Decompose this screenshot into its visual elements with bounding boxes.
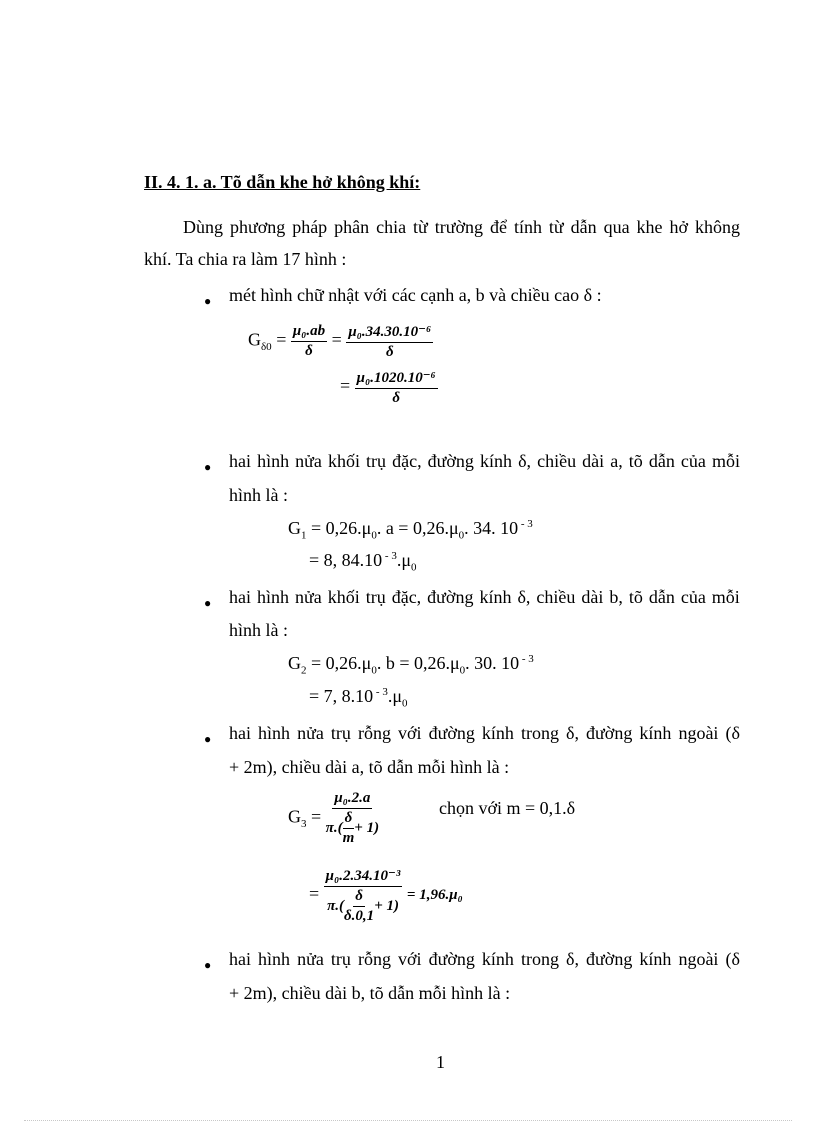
inner-num: δ [343,810,355,829]
word: rỗng [357,723,391,743]
word: pháp [292,217,328,237]
word: dài [581,587,604,607]
word: qua [603,217,630,237]
word: mỗi [711,587,740,607]
word: chia [376,217,407,237]
word: trụ [330,949,351,969]
page-number: 1 [436,1052,445,1072]
word: từ [413,217,428,237]
item3-line-1 [229,587,740,608]
g3-fraction-2-num: μ₀.2.34.10⁻³ [324,866,403,887]
word: kính [481,949,514,969]
page-bottom-divider [24,1120,792,1121]
word: hình [258,949,291,969]
inner-den: m [342,830,355,846]
item4-line-2: + 2m), chiều dài a, tõ dẫn mỗi hình là : [229,757,510,777]
word: hai [229,723,251,743]
g2-eq2-part-b: .μ [387,686,402,706]
item5-line-1 [229,949,740,970]
intro-line-2: khí. Ta chia ra làm 17 hình : [144,249,347,269]
g2-eq-part-a: = 0,26.μ [311,653,372,673]
formula-label: G [248,329,261,350]
word: đường [428,949,475,969]
word: phương [229,217,286,237]
word: kính [481,723,514,743]
g3-eq-2 [309,866,463,925]
word: hai [229,587,251,607]
fraction-2 [346,322,433,361]
word: không [694,217,740,237]
word: trụ [330,723,351,743]
word: kính [639,723,672,743]
g2-label: G [288,653,301,673]
word: dẫn [648,587,675,607]
item4-line-1 [229,723,740,744]
word: đặc, [392,451,422,471]
word: trụ [366,451,387,471]
g3-fraction-1-num: μ₀.2.a [332,790,372,809]
word: kính [479,587,512,607]
bullet-icon: ● [204,732,212,746]
bullet-icon: ● [204,460,212,474]
fraction-1-den: δ [305,343,313,359]
word: nửa [297,723,324,743]
g3-fraction-1-den [326,809,379,847]
word: δ, [566,723,579,743]
word: kính [639,949,672,969]
bullet-icon: ● [204,294,212,308]
word: trụ [365,587,386,607]
word: δ, [518,451,532,471]
g3-sub: 3 [301,818,307,831]
word: dẫn [570,217,597,237]
word: tõ [628,587,643,607]
mu-sub: 0 [371,664,377,677]
word: tõ [628,451,643,471]
word: ngoài [678,949,719,969]
g1-eq-part-b: . a = 0,26.μ [376,518,459,538]
g3-note: chọn với m = 0,1.δ [439,798,576,818]
equals: = [340,375,351,396]
word: khe [636,217,663,237]
word: hai [229,451,251,471]
word: nửa [295,451,322,471]
word: để [489,217,507,237]
den-pre: π.( [325,819,343,836]
word: đường [427,451,474,471]
g2-eq-part-b: . b = 0,26.μ [376,653,460,673]
bullet-icon: ● [204,958,212,972]
g1-eq-1 [288,518,533,542]
word: trường [434,217,484,237]
bullet-icon: ● [204,596,212,610]
word: chiều [536,587,576,607]
word: khối [327,587,360,607]
word: từ [548,217,564,237]
g3-fraction-2-den [327,887,399,925]
g2-eq-part-c: . 30. 10 [465,653,520,673]
word: đường [586,949,633,969]
word: trong [520,723,559,743]
g1-label: G [288,518,301,538]
section-heading: II. 4. 1. a. Tõ dẫn khe hở không khí: [144,172,421,192]
item1-text: mét hình chữ nhật với các cạnh a, b và chiều cao δ : [229,285,602,305]
word: đường [427,587,474,607]
den-pre: π.( [327,897,344,914]
inner-fraction [343,810,355,847]
g2-eq-2 [309,686,407,710]
g-delta0-formula-cont [340,368,438,407]
den-post: + 1) [354,819,380,836]
word: δ, [517,587,531,607]
fraction-1 [291,323,327,360]
word: hình [257,451,290,471]
word: rỗng [357,949,391,969]
g3-result-text: = 1,96.μ₀ [406,887,463,903]
word: (δ [725,723,740,743]
word: nửa [294,587,322,607]
equals: = [276,329,287,350]
word: hai [229,949,251,969]
word: với [398,949,422,969]
mu-sub: 0 [401,697,408,710]
word: khối [327,451,360,471]
g-delta0-formula [248,322,433,361]
word: đặc, [391,587,422,607]
exponent: - 3 [518,518,533,530]
g3-result [407,887,463,904]
fraction-1-num: μ₀.ab [291,323,327,342]
item3-line-2: hình là : [229,620,288,640]
item5-line-2: + 2m), chiều dài b, tõ dẫn mỗi hình là : [229,983,511,1003]
fraction-2-num: μ₀.34.30.10⁻⁶ [346,322,433,343]
g2-eq-1 [288,653,534,677]
g1-eq2-part-a: = 8, 84.10 [309,550,383,570]
mu-sub: 0 [410,561,417,574]
word: phân [334,217,370,237]
intro-line-1 [183,217,740,238]
equals: = [331,329,342,350]
word: chiều [537,451,577,471]
word: đường [586,723,633,743]
inner-fraction [344,888,374,925]
word: của [680,451,706,471]
fraction-2-den: δ [385,344,394,360]
g3-label: G [288,806,301,827]
fraction-3 [355,368,438,407]
mu-sub: 0 [459,664,466,677]
equals: = [309,883,320,904]
word: hở [669,217,689,237]
g1-eq-part-a: = 0,26.μ [311,518,372,538]
g1-eq-part-c: . 34. 10 [464,518,519,538]
word: nửa [297,949,324,969]
g2-sub: 2 [301,664,307,677]
g1-eq-2 [309,550,416,574]
g2-eq2-part-a: = 7, 8.10 [309,686,374,706]
g3-fraction-1 [326,790,379,847]
word: kính [479,451,512,471]
equals: = [311,806,322,827]
word: δ, [566,949,579,969]
fraction-3-num: μ₀.1020.10⁻⁶ [355,368,438,389]
word: trong [520,949,559,969]
word: ngoài [678,723,719,743]
word: Dùng [183,217,223,237]
word: tính [513,217,542,237]
item2-line-1 [229,451,740,472]
word: của [680,587,706,607]
g1-sub: 1 [301,529,307,542]
word: (δ [725,949,740,969]
exponent: - 3 [519,653,534,665]
word: hình [256,587,289,607]
word: b, [609,587,623,607]
exponent: - 3 [373,686,388,698]
formula-label-sub: δ0 [261,341,272,354]
den-post: + 1) [374,897,399,914]
word: a, [610,451,623,471]
word: với [398,723,422,743]
g1-eq2-part-b: .μ [396,550,411,570]
word: hình [258,723,291,743]
g3-eq-1 [288,790,379,847]
fraction-3-den: δ [392,390,401,406]
exponent: - 3 [382,550,397,562]
inner-den: δ.0,1 [344,908,375,924]
word: mỗi [711,451,740,471]
item2-line-2: hình là : [229,485,288,505]
mu-sub: 0 [371,529,377,542]
word: dẫn [648,451,675,471]
mu-sub: 0 [458,529,465,542]
word: dài [582,451,605,471]
word: đường [428,723,475,743]
inner-num: δ [353,888,365,907]
g3-fraction-2 [324,866,403,925]
